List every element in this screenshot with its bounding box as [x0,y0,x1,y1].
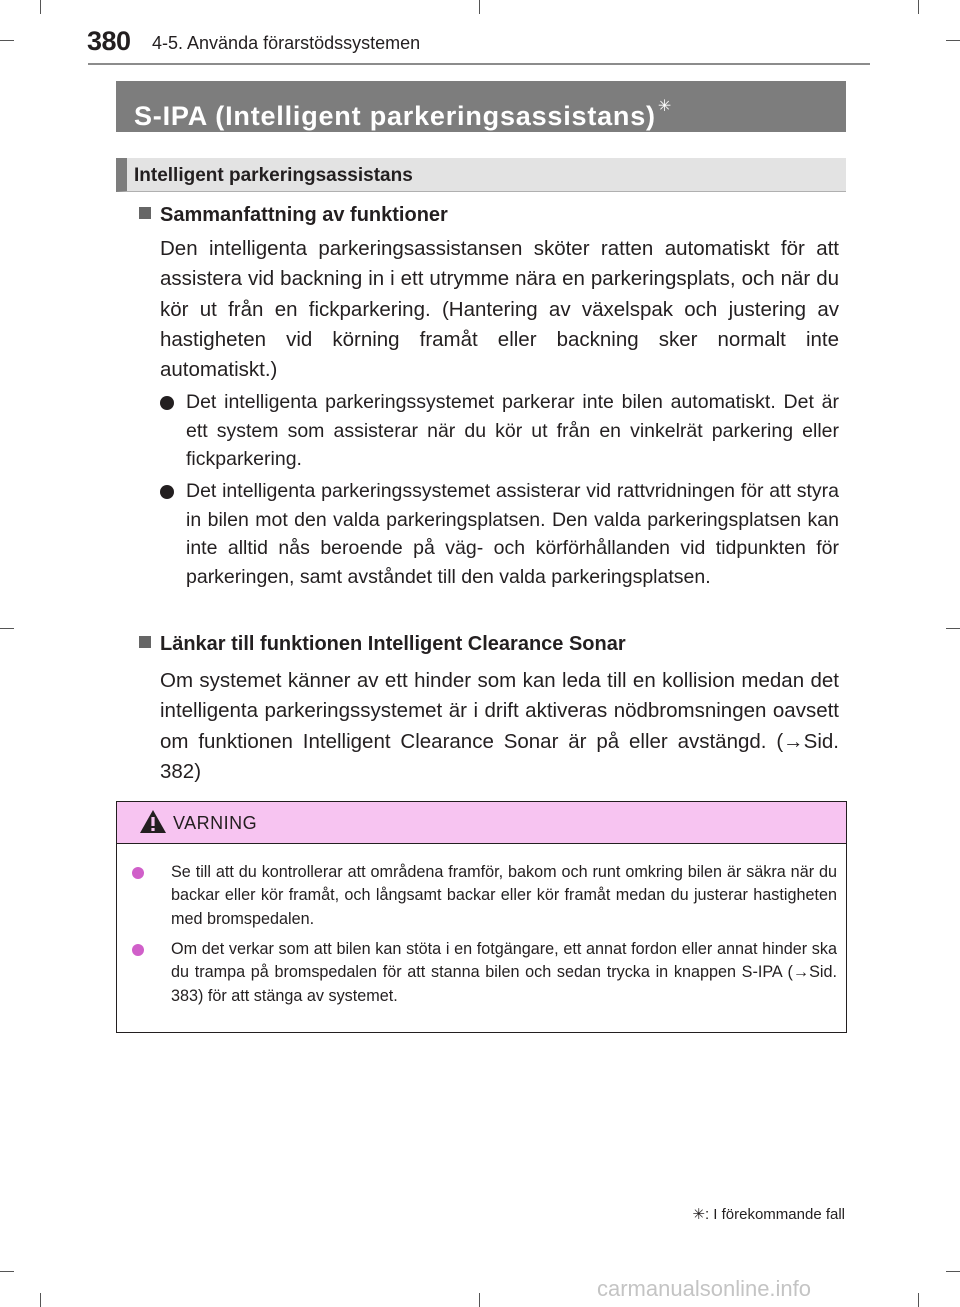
crop-mark [0,1271,14,1272]
crop-mark [40,1293,41,1307]
square-bullet-icon [139,636,151,648]
footnote-text: : I förekommande fall [704,1206,845,1223]
page-number: 380 [87,26,131,56]
warning-title: VARNING [173,813,258,833]
warning-header [117,802,846,844]
footnote [692,1205,845,1223]
crop-mark [0,628,14,629]
footnote-marker: ✳ [692,1206,705,1223]
list-item [160,388,839,474]
crop-mark [40,0,41,14]
header-divider [88,63,870,65]
crop-mark [946,40,960,41]
warning-item [129,861,837,931]
list-item-text: Det intelligenta parkeringssystemet assisterar vid rattvridningen för att styra in bilen mot den valda parkeringsplatsen. Den valda parkeringsplatsen kan inte alltid nås beroende på väg- och körförhållanden vid tidpunkten för parkeringen, samt avståndet till den valda parkeringsplatsen. [186,480,839,589]
list-item [160,477,839,592]
body-paragraph: Om systemet känner av ett hinder som kan leda till en kollision medan det intelligenta parkeringssystemet är i drift aktiveras nödbromsningen oavsett om funktionen Intelligent Clearance Sonar är på eller avstängd. (→Sid. 382) [160,669,839,783]
watermark: carmanualsonline.info [597,1276,812,1301]
chapter-title: 4-5. Använda förarstödssystemen [152,33,421,53]
section-heading [139,633,626,656]
subsection-title: Intelligent parkeringsassistans [116,158,846,192]
body-paragraph: Den intelligenta parkeringsassistansen sköter ratten automatiskt för att assistera vid backning in i ett utrymme nära en parkeringsplats, och när du kör ut från en fickparkering. (Hantering av växelspak och justering av hastigheten vid körning framåt eller backning sker normalt inte automatiskt.) [160,237,839,382]
bullet-dot-icon [132,867,144,879]
bullet-dot-icon [132,944,144,956]
crop-mark [479,1293,480,1307]
list-item-text: Det intelligenta parkeringssystemet parkerar inte bilen automatiskt. Det är ett system som assisterar när du kör ut från en vinkelrät parkering eller fickparkering. [186,391,839,471]
square-bullet-icon [139,207,151,219]
crop-mark [0,40,14,41]
crop-mark [479,0,480,14]
warning-box [116,801,847,1033]
section-heading-text: Länkar till funktionen Intelligent Clearance Sonar [160,633,626,655]
bullet-dot-icon [160,485,174,499]
section-title-bar [116,81,846,132]
section-title: S-IPA (Intelligent parkeringsassistans) [134,101,656,131]
section-heading [139,204,448,227]
section-heading-text: Sammanfattning av funktioner [160,204,448,226]
crop-mark [946,628,960,629]
footnote-marker: ✳ [657,98,673,115]
warning-item-text: Se till att du kontrollerar att områdena framför, bakom och runt omkring bilen är säkra när du backar eller kör framåt, och långsamt backar eller kör framåt medan du justerar hastigheten med bromspedalen. [171,863,837,928]
bullet-dot-icon [160,396,174,410]
crop-mark [918,0,919,14]
warning-item [129,938,837,1008]
warning-item-text: Om det verkar som att bilen kan stöta i en fotgängare, ett annat fordon eller annat hinder ska du trampa på bromspedalen för att stanna bilen och sedan trycka in knappen S-IPA (→Sid. 383) för att stänga av systemet. [171,940,837,1005]
crop-mark [918,1293,919,1307]
crop-mark [946,1271,960,1272]
warning-triangle-icon [139,809,167,839]
